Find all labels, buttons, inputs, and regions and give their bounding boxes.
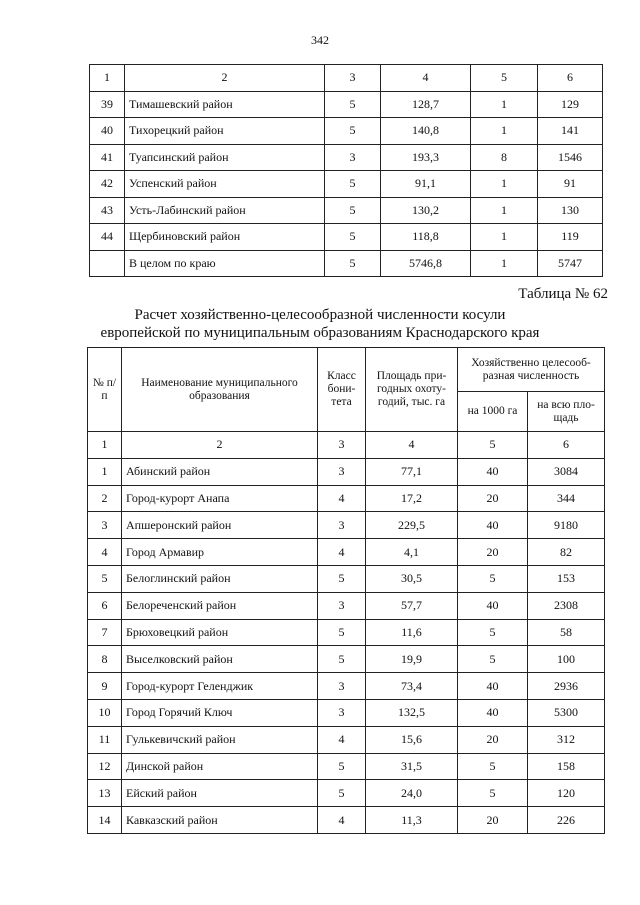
table-cell: 193,3 <box>381 144 471 171</box>
table-cell: 5 <box>458 753 528 780</box>
caption-line-2: европейской по муниципальным образованиям Краснодарского края <box>100 325 540 341</box>
table-cell: 5 <box>471 65 538 92</box>
table-cell: 3 <box>325 65 381 92</box>
table-cell: 91,1 <box>381 171 471 198</box>
numbering-row <box>88 432 605 459</box>
table-cell: 2 <box>125 65 325 92</box>
table-cell: 40 <box>458 699 528 726</box>
table-row <box>88 726 605 753</box>
table-row <box>88 592 605 619</box>
table-cell: Тихорецкий район <box>125 118 325 145</box>
table-cell: Город Армавир <box>122 539 318 566</box>
caption-line-1: Расчет хозяйственно-целесообразной численности косули <box>134 307 506 323</box>
table-cell: 130 <box>538 197 603 224</box>
table-cell: Тимашевский район <box>125 91 325 118</box>
table-row <box>88 485 605 512</box>
table-cell: 3 <box>318 432 366 459</box>
table-cell: 4 <box>366 432 458 459</box>
table-cell: 44 <box>90 224 125 251</box>
table-cell: 119 <box>538 224 603 251</box>
table-cell: 6 <box>88 592 122 619</box>
table-cell: Ейский район <box>122 780 318 807</box>
table-cell: 5 <box>325 171 381 198</box>
table-cell: 4 <box>318 539 366 566</box>
table-cell: 130,2 <box>381 197 471 224</box>
header-per-1000: на 1000 га <box>458 392 528 432</box>
table-cell: 5746,8 <box>381 250 471 277</box>
header-number: № п/п <box>88 348 122 432</box>
table-row <box>88 458 605 485</box>
table-cell: 4 <box>318 726 366 753</box>
table-cell: 39 <box>90 91 125 118</box>
table-row <box>88 565 605 592</box>
table-cell: Город Горячий Ключ <box>122 699 318 726</box>
table-row <box>88 539 605 566</box>
table-cell: 58 <box>528 619 605 646</box>
table-cell: 40 <box>458 592 528 619</box>
table-cell: 129 <box>538 91 603 118</box>
table-cell: 40 <box>458 458 528 485</box>
table-cell: 1 <box>88 458 122 485</box>
table-cell: 226 <box>528 807 605 834</box>
table-cell: Щербиновский район <box>125 224 325 251</box>
table-cell: Белореченский район <box>122 592 318 619</box>
table-cell: 5 <box>458 432 528 459</box>
table-cell: 3 <box>318 458 366 485</box>
table-cell: 5 <box>458 565 528 592</box>
table-cell: 2 <box>88 485 122 512</box>
table-cell: 5 <box>325 91 381 118</box>
table-cell: 30,5 <box>366 565 458 592</box>
table-cell: 141 <box>538 118 603 145</box>
table-cell: Выселковский район <box>122 646 318 673</box>
table-cell: 20 <box>458 485 528 512</box>
table-cell: 1 <box>471 171 538 198</box>
numbering-row <box>90 65 603 92</box>
table-cell: 312 <box>528 726 605 753</box>
table-cell: 11,6 <box>366 619 458 646</box>
table-cell: 132,5 <box>366 699 458 726</box>
header-total-area: на всю пло-щадь <box>528 392 605 432</box>
table-cell: 43 <box>90 197 125 224</box>
table-cell: 40 <box>458 673 528 700</box>
table-cell: 10 <box>88 699 122 726</box>
table-cell: Динской район <box>122 753 318 780</box>
table-cell: 2936 <box>528 673 605 700</box>
table-cell: 6 <box>538 65 603 92</box>
header-class: Класс бони-тета <box>318 348 366 432</box>
table-cell: 8 <box>471 144 538 171</box>
table-cell: 11,3 <box>366 807 458 834</box>
table-cell: 3 <box>318 673 366 700</box>
table-row <box>90 91 603 118</box>
table-row <box>88 646 605 673</box>
table-cell: 2 <box>122 432 318 459</box>
population-table <box>87 347 605 834</box>
table-cell: 8 <box>88 646 122 673</box>
table-cell: 77,1 <box>366 458 458 485</box>
table-cell: 1 <box>88 432 122 459</box>
table-cell: 100 <box>528 646 605 673</box>
header-area: Площадь при-годных охоту-годий, тыс. га <box>366 348 458 432</box>
table-cell: Туапсинский район <box>125 144 325 171</box>
table-cell: 40 <box>90 118 125 145</box>
table-cell: Усть-Лабинский район <box>125 197 325 224</box>
table-cell: 2308 <box>528 592 605 619</box>
table-cell: 5 <box>318 646 366 673</box>
table-cell: 31,5 <box>366 753 458 780</box>
table-cell: 15,6 <box>366 726 458 753</box>
table-cell: Кавказский район <box>122 807 318 834</box>
table-cell: 4 <box>318 807 366 834</box>
table-cell: 5 <box>458 780 528 807</box>
table-number-label: Таблица № 62 <box>518 286 608 302</box>
table-cell: Успенский район <box>125 171 325 198</box>
table-cell: 128,7 <box>381 91 471 118</box>
table-cell: 1546 <box>538 144 603 171</box>
table-cell: Апшеронский район <box>122 512 318 539</box>
table-cell: 4 <box>88 539 122 566</box>
table-cell: 3 <box>88 512 122 539</box>
table-cell: 5 <box>318 780 366 807</box>
table-row <box>88 753 605 780</box>
table-cell: 5 <box>458 619 528 646</box>
table-cell: 158 <box>528 753 605 780</box>
table-row <box>88 807 605 834</box>
table-cell: Белоглинский район <box>122 565 318 592</box>
table-cell: Брюховецкий район <box>122 619 318 646</box>
table-cell: 5 <box>325 118 381 145</box>
table-cell: 229,5 <box>366 512 458 539</box>
page-number: 342 <box>311 33 329 47</box>
table-cell: 4 <box>318 485 366 512</box>
table-cell: 3084 <box>528 458 605 485</box>
table-cell: 5 <box>325 224 381 251</box>
table-row <box>90 250 603 277</box>
table-cell: 118,8 <box>381 224 471 251</box>
table-cell: 11 <box>88 726 122 753</box>
table-cell: В целом по краю <box>125 250 325 277</box>
table-cell: 9 <box>88 673 122 700</box>
table-cell: 5 <box>88 565 122 592</box>
table-cell: 1 <box>471 224 538 251</box>
table-cell: 5 <box>318 565 366 592</box>
table-row <box>88 512 605 539</box>
table-cell: 5300 <box>528 699 605 726</box>
table-cell: 5747 <box>538 250 603 277</box>
header-municipality: Наименование муниципального образования <box>122 348 318 432</box>
table-cell: 120 <box>528 780 605 807</box>
table-cell: 5 <box>325 197 381 224</box>
table-row <box>88 699 605 726</box>
table-cell: 344 <box>528 485 605 512</box>
table-cell: 24,0 <box>366 780 458 807</box>
table-cell: 82 <box>528 539 605 566</box>
table-cell: 20 <box>458 807 528 834</box>
table-row <box>88 619 605 646</box>
table-cell: 4,1 <box>366 539 458 566</box>
table-cell: 73,4 <box>366 673 458 700</box>
table-cell: 20 <box>458 726 528 753</box>
table-cell <box>90 250 125 277</box>
table-row <box>90 118 603 145</box>
table-cell: 40 <box>458 512 528 539</box>
continued-table <box>89 64 603 277</box>
table-cell: 19,9 <box>366 646 458 673</box>
table-cell: 5 <box>458 646 528 673</box>
table-cell: 140,8 <box>381 118 471 145</box>
table-cell: 5 <box>318 619 366 646</box>
table-cell: 17,2 <box>366 485 458 512</box>
table-cell: 7 <box>88 619 122 646</box>
table-cell: 3 <box>325 144 381 171</box>
table-row <box>88 780 605 807</box>
table-cell: Город-курорт Геленджик <box>122 673 318 700</box>
table-row <box>90 224 603 251</box>
table-cell: 14 <box>88 807 122 834</box>
table-cell: 4 <box>381 65 471 92</box>
table-row <box>90 144 603 171</box>
table-cell: 1 <box>471 197 538 224</box>
table-cell: 5 <box>325 250 381 277</box>
table-cell: Город-курорт Анапа <box>122 485 318 512</box>
table-cell: 3 <box>318 699 366 726</box>
table-cell: 91 <box>538 171 603 198</box>
table-row <box>90 197 603 224</box>
table-cell: 20 <box>458 539 528 566</box>
table-row <box>90 171 603 198</box>
header-population-group: Хозяйственно целесооб-разная численность <box>458 348 605 392</box>
table-cell: 6 <box>528 432 605 459</box>
table-cell: Гулькевичский район <box>122 726 318 753</box>
table-cell: 9180 <box>528 512 605 539</box>
table-cell: 1 <box>471 118 538 145</box>
table-cell: 3 <box>318 512 366 539</box>
table-cell: 153 <box>528 565 605 592</box>
table-cell: 1 <box>471 91 538 118</box>
table-cell: 57,7 <box>366 592 458 619</box>
table-cell: 5 <box>318 753 366 780</box>
table-row <box>88 673 605 700</box>
table-cell: 13 <box>88 780 122 807</box>
table-cell: 1 <box>471 250 538 277</box>
table-cell: Абинский район <box>122 458 318 485</box>
table-cell: 1 <box>90 65 125 92</box>
table-cell: 42 <box>90 171 125 198</box>
table-caption <box>0 306 640 342</box>
table-cell: 3 <box>318 592 366 619</box>
table-cell: 12 <box>88 753 122 780</box>
table-cell: 41 <box>90 144 125 171</box>
